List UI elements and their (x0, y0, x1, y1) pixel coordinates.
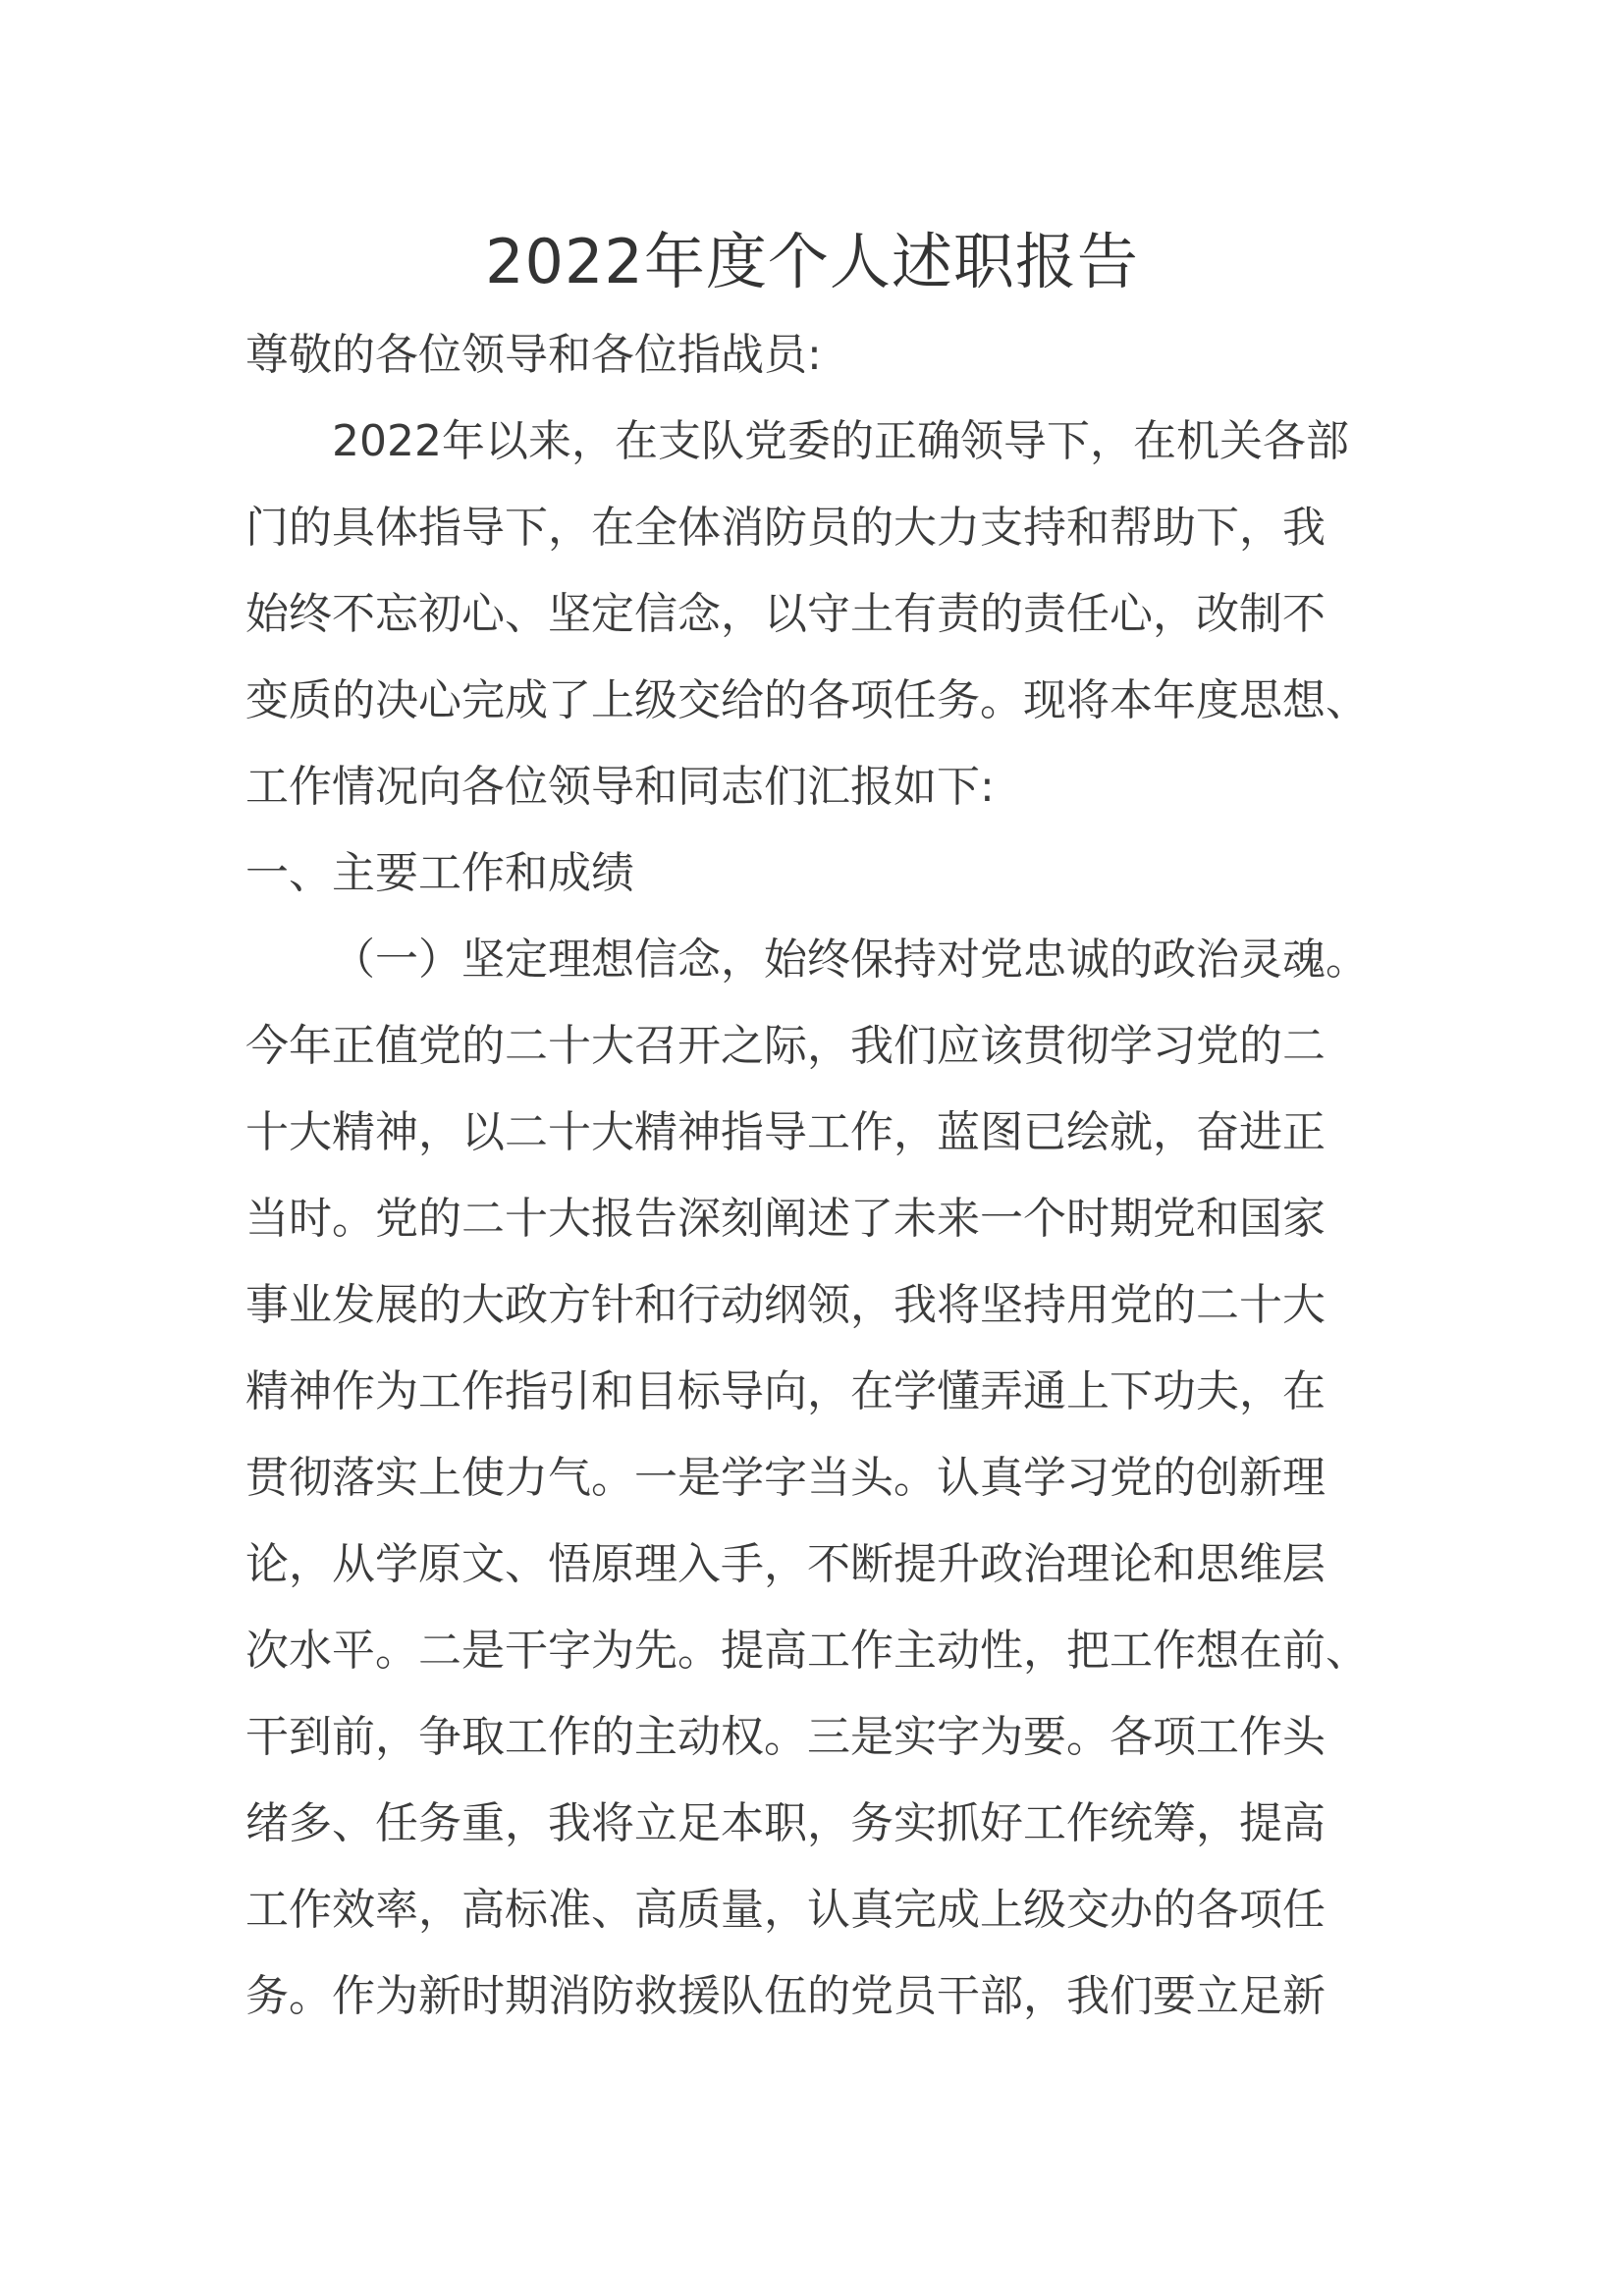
paragraph-line: 工作情况向各位领导和同志们汇报如下: (245, 762, 995, 812)
document-body (245, 312, 1384, 2040)
paragraph-line: 当时。党的二十大报告深刻阐述了未来一个时期党和国家 (245, 1194, 1326, 1244)
document-title: 2022年度个人述职报告 (485, 226, 1139, 297)
paragraph-line: 精神作为工作指引和目标导向，在学懂弄通上下功夫，在 (245, 1366, 1326, 1416)
paragraph-line: 事业发展的大政方针和行动纲领，我将坚持用党的二十大 (245, 1280, 1326, 1330)
paragraph-line: 工作效率，高标准、高质量，认真完成上级交办的各项任 (245, 1885, 1326, 1935)
paragraph-line: 次水平。二是干字为先。提高工作主动性，把工作想在前、 (245, 1626, 1369, 1676)
paragraph-line: 门的具体指导下，在全体消防员的大力支持和帮助下，我 (245, 503, 1326, 553)
paragraph-line: 务。作为新时期消防救援队伍的党员干部，我们要立足新 (245, 1971, 1326, 2021)
paragraph-line: 今年正值党的二十大召开之际，我们应该贯彻学习党的二 (245, 1021, 1326, 1071)
paragraph-line: 十大精神，以二十大精神指导工作，蓝图已绘就，奋进正 (245, 1107, 1326, 1157)
paragraph-line: 干到前，争取工作的主动权。三是实字为要。各项工作头 (245, 1712, 1326, 1762)
paragraph-line: 始终不忘初心、坚定信念，以守土有责的责任心，改制不 (245, 589, 1326, 639)
paragraph-line: 绪多、任务重，我将立足本职，务实抓好工作统筹，提高 (245, 1798, 1326, 1848)
subsection-heading-line: （一）坚定理想信念，始终保持对党忠诚的政治灵魂。 (332, 934, 1369, 985)
paragraph-line: 2022年以来，在支队党委的正确领导下，在机关各部 (332, 416, 1349, 466)
paragraph-line: 贯彻落实上使力气。一是学字当头。认真学习党的创新理 (245, 1453, 1326, 1503)
paragraph-line: 论，从学原文、悟原理入手，不断提升政治理论和思维层 (245, 1539, 1326, 1589)
section-heading: 一、主要工作和成绩 (245, 848, 634, 898)
salutation-line: 尊敬的各位领导和各位指战员: (245, 330, 822, 380)
paragraph-line: 变质的决心完成了上级交给的各项任务。现将本年度思想、 (245, 675, 1369, 725)
